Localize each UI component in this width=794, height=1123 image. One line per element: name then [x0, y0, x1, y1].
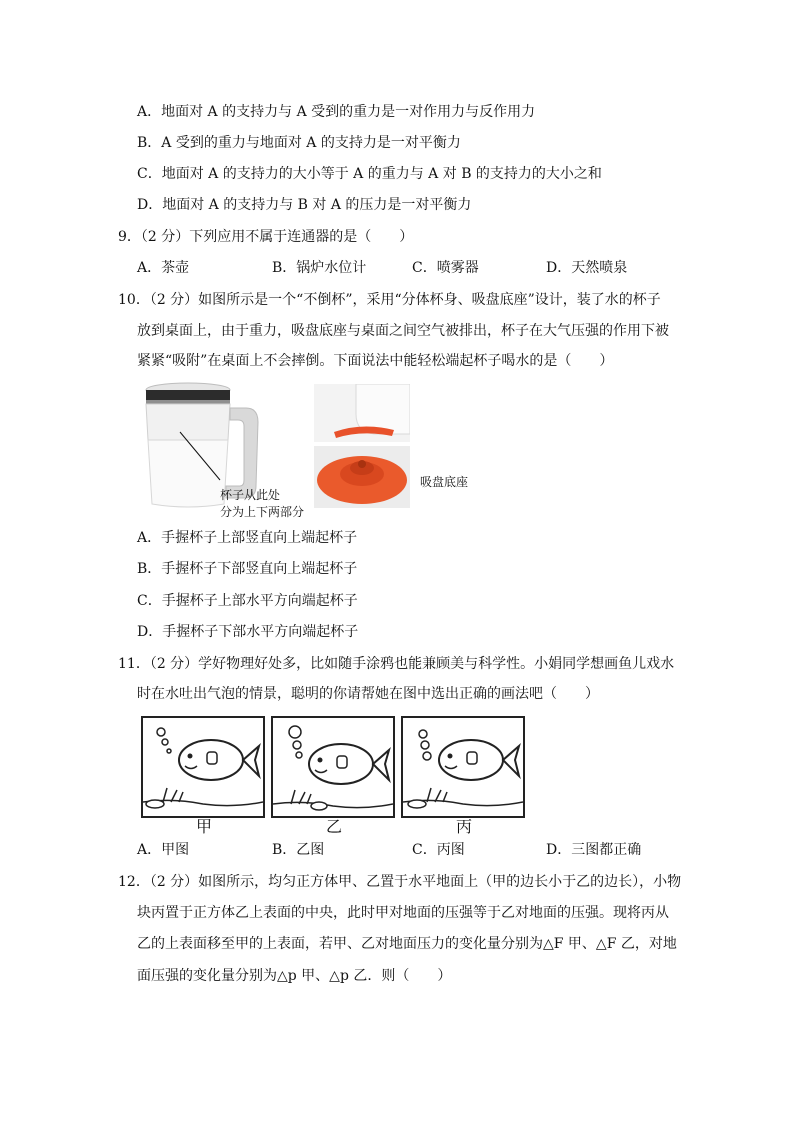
q10-option-b: B．手握杯子下部竖直向上端起杯子	[137, 561, 358, 577]
q9-option-b: B．锅炉水位计	[272, 260, 367, 276]
q10-option-c: C．手握杯子上部水平方向端起杯子	[137, 593, 358, 609]
q10-stem-line-2: 放到桌面上，由于重力，吸盘底座与桌面之间空气被排出，杯子在大气压强的作用下被	[137, 323, 669, 339]
q12-stem-line-3: 乙的上表面移至甲的上表面，若甲、乙对地面压力的变化量分别为△F 甲、△F 乙，对地	[137, 936, 677, 952]
q9-stem: 9．（2 分）下列应用不属于连通器的是（ ）	[118, 229, 414, 245]
suction-base-image	[314, 384, 410, 508]
q8-option-b: B．A 受到的重力与地面对 A 的支持力是一对平衡力	[137, 135, 461, 151]
q11-option-b: B．乙图	[272, 842, 325, 858]
q11-stem-line-1: 11．（2 分）学好物理好处多，比如随手涂鸦也能兼顾美与科学性。小娟同学想画鱼儿戏水	[118, 656, 675, 672]
q8-option-c: C．地面对 A 的支持力的大小等于 A 的重力与 A 对 B 的支持力的大小之和	[137, 166, 602, 182]
q12-stem-line-1: 12．（2 分）如图所示，均匀正方体甲、乙置于水平地面上（甲的边长小于乙的边长），小物	[118, 874, 682, 890]
q9-option-a: A．茶壶	[137, 260, 190, 276]
panel-label-yi: 乙	[326, 817, 343, 836]
q11-option-d: D．三图都正确	[546, 842, 642, 858]
q10-option-a: A．手握杯子上部竖直向上端起杯子	[137, 530, 358, 546]
q9-option-d: D．天然喷泉	[546, 260, 628, 276]
q12-stem-line-4: 面压强的变化量分别为△p 甲、△p 乙．则（ ）	[137, 968, 452, 984]
q11-options	[137, 840, 697, 860]
q12-stem-line-2: 块丙置于正方体乙上表面的中央，此时甲对地面的压强等于乙对地面的压强。现将丙从	[137, 905, 669, 921]
q11-option-a: A．甲图	[137, 842, 190, 858]
q11-stem-line-2: 时在水吐出气泡的情景，聪明的你请帮她在图中选出正确的画法吧（ ）	[137, 686, 599, 702]
q10-stem-line-1: 10．（2 分）如图所示是一个“不倒杯”，采用“分体杯身、吸盘底座”设计，装了水的杯子	[118, 292, 661, 308]
fish-panel-yi	[271, 716, 395, 818]
q10-option-d: D．手握杯子下部水平方向端起杯子	[137, 624, 359, 640]
q8-option-a: A．地面对 A 的支持力与 A 受到的重力是一对作用力与反作用力	[137, 104, 536, 120]
q9-options	[137, 258, 697, 278]
q8-option-d: D．地面对 A 的支持力与 B 对 A 的压力是一对平衡力	[137, 197, 472, 213]
q10-stem-line-3: 紧紧“吸附”在桌面上不会摔倒。下面说法中能轻松端起杯子喝水的是（ ）	[137, 353, 614, 369]
fish-panel-bing	[401, 716, 525, 818]
q11-option-c: C．丙图	[412, 842, 465, 858]
fish-panel-jia	[141, 716, 265, 818]
q9-option-c: C．喷雾器	[412, 260, 479, 276]
suction-base-label: 吸盘底座	[420, 475, 469, 489]
panel-label-bing: 丙	[456, 817, 473, 836]
panel-label-jia: 甲	[196, 817, 213, 836]
cup-split-note-2: 分为上下两部分	[220, 505, 305, 519]
cup-split-note-1: 杯子从此处	[220, 488, 281, 502]
